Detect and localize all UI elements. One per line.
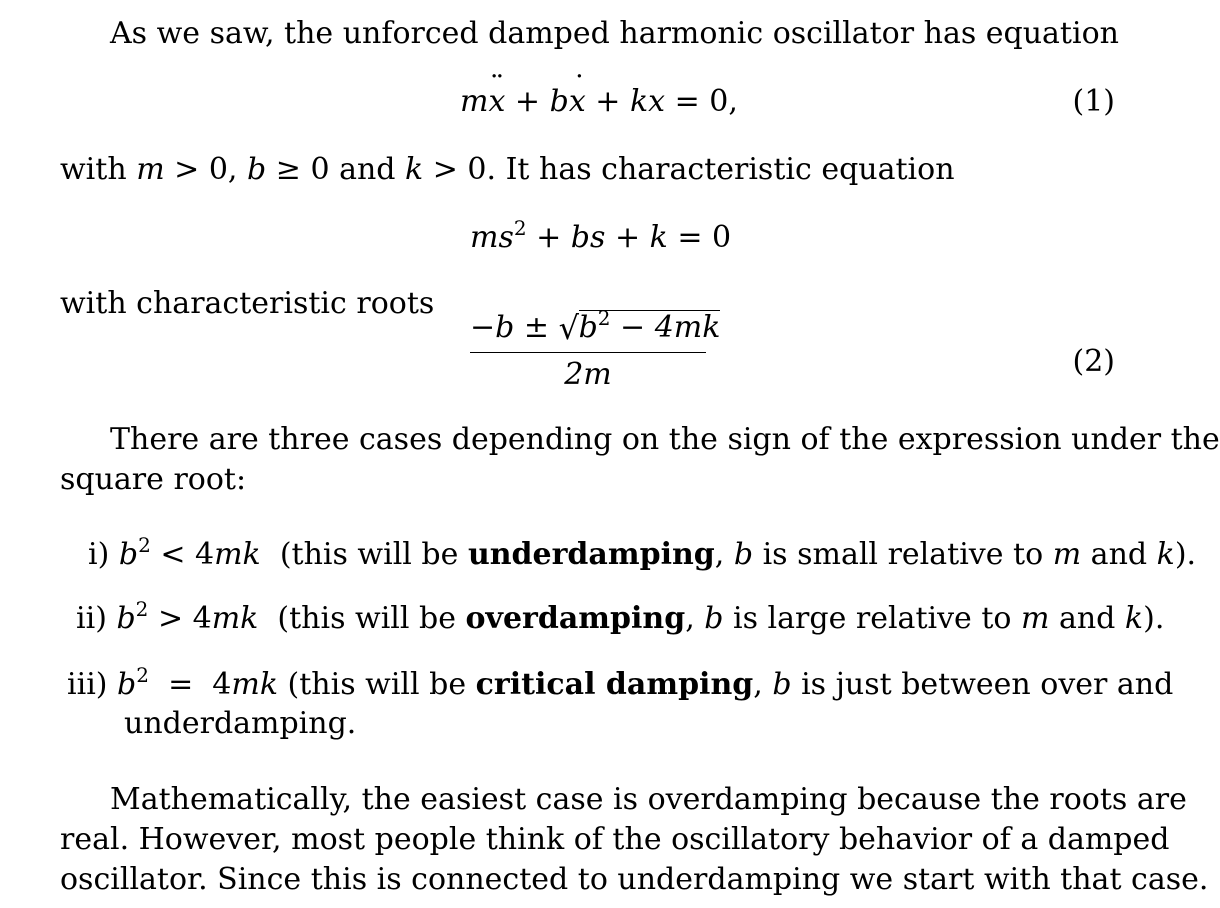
- case-1-m: m: [1052, 537, 1082, 572]
- char-k: k: [649, 220, 668, 255]
- case-3-exp: 2: [136, 663, 149, 687]
- char-plus-1: +: [526, 220, 571, 255]
- char-rhs: = 0: [667, 220, 732, 255]
- eq2-num-lead: −b ±: [470, 310, 559, 345]
- eq1-b: b: [549, 84, 569, 119]
- case-1-b: b: [118, 537, 139, 572]
- case-3-mk: mk: [231, 667, 279, 702]
- case-1-rel: < 4: [150, 537, 215, 572]
- case-2-rel: > 4: [148, 601, 212, 636]
- char-exponent: 2: [513, 216, 527, 240]
- char-ms: ms: [470, 220, 514, 255]
- radicand-exponent: 2: [597, 306, 611, 330]
- intro-paragraph: As we saw, the unforced damped harmonic oscillator has equation: [110, 16, 1119, 51]
- case-3-b: b: [117, 667, 137, 702]
- cond-rel-3: > 0. It has characteristic equation: [423, 152, 955, 187]
- case-3-bold-term: critical damping: [475, 667, 754, 702]
- case-1-exp: 2: [138, 533, 151, 557]
- case-1-post-1: is small relative to: [753, 537, 1053, 572]
- case-item-2: [76, 599, 1164, 639]
- cond-rel-1: > 0,: [164, 152, 248, 187]
- case-3-post-1: is just between over and: [791, 667, 1174, 702]
- eq1-rhs: = 0,: [665, 84, 738, 119]
- cond-with: with: [60, 152, 137, 187]
- case-1-post-2: and: [1081, 537, 1157, 572]
- characteristic-equation: [470, 218, 731, 258]
- char-bs: bs: [570, 220, 606, 255]
- case-3-rel: = 4: [149, 667, 232, 702]
- case-3-mid: ,: [753, 667, 773, 702]
- case-1-mid: ,: [714, 537, 734, 572]
- case-item-3: [67, 665, 1173, 705]
- equation-number-1: (1): [1072, 84, 1115, 119]
- case-item-3-continuation: underdamping.: [124, 706, 357, 741]
- cond-k: k: [405, 152, 424, 187]
- case-2-post-3: ).: [1143, 601, 1165, 636]
- radicand-rest: − 4mk: [610, 310, 721, 345]
- eq1-m: m: [460, 84, 489, 119]
- case-item-1: [88, 535, 1196, 575]
- closing-line-1: Mathematically, the easiest case is overdamping because the roots are: [110, 782, 1187, 817]
- cond-m: m: [136, 152, 165, 187]
- eq1-kx: kx: [629, 84, 666, 119]
- radical-sign-icon: √: [558, 309, 579, 347]
- equation-2-fraction: [470, 306, 721, 397]
- case-2-b2: b: [704, 601, 724, 636]
- case-1-post-3: ).: [1174, 537, 1197, 572]
- eq2-denominator: 2m: [564, 357, 612, 392]
- cond-rel-2: ≥ 0 and: [266, 152, 406, 187]
- eq1-x-dot: x ˙: [569, 82, 586, 122]
- case-2-bold-term: overdamping: [465, 601, 686, 636]
- roots-label: with characteristic roots: [60, 286, 435, 321]
- eq1-plus-1: +: [505, 84, 550, 119]
- case-label-2: ii): [76, 601, 107, 636]
- case-2-post-2: and: [1049, 601, 1125, 636]
- case-1-b2: b: [733, 537, 754, 572]
- radicand: [578, 306, 721, 345]
- case-2-post-1: is large relative to: [723, 601, 1021, 636]
- case-1-bold-term: underdamping: [467, 537, 715, 572]
- case-2-b: b: [116, 601, 136, 636]
- cond-b: b: [247, 152, 267, 187]
- equation-1: [460, 82, 738, 122]
- case-1-pre: (this will be: [260, 537, 468, 572]
- square-root: [559, 308, 721, 348]
- case-3-pre: (this will be: [278, 667, 476, 702]
- case-label-1: i): [88, 537, 110, 572]
- conditions-line: [60, 150, 955, 190]
- case-3-b2: b: [772, 667, 792, 702]
- case-2-mk: mk: [211, 601, 259, 636]
- case-label-3: iii): [67, 667, 108, 702]
- case-1-mk: mk: [214, 537, 261, 572]
- char-plus-2: +: [605, 220, 650, 255]
- case-2-m: m: [1020, 601, 1050, 636]
- cases-intro-line-2: square root:: [60, 462, 247, 497]
- radicand-b: b: [578, 310, 598, 345]
- case-2-pre: (this will be: [258, 601, 466, 636]
- eq1-x-double-dot: x ¨: [488, 82, 505, 122]
- cases-intro-line-1: There are three cases depending on the sign of the expression under the: [110, 422, 1220, 457]
- case-1-k: k: [1156, 537, 1175, 572]
- case-2-k: k: [1124, 601, 1144, 636]
- eq2-numerator: [470, 306, 721, 353]
- case-2-mid: ,: [685, 601, 705, 636]
- closing-line-3: oscillator. Since this is connected to underdamping we start with that case.: [60, 862, 1209, 897]
- eq1-plus-2: +: [585, 84, 630, 119]
- equation-number-2: (2): [1072, 344, 1115, 379]
- closing-line-2: real. However, most people think of the oscillatory behavior of a damped: [60, 822, 1170, 857]
- case-2-exp: 2: [135, 597, 149, 621]
